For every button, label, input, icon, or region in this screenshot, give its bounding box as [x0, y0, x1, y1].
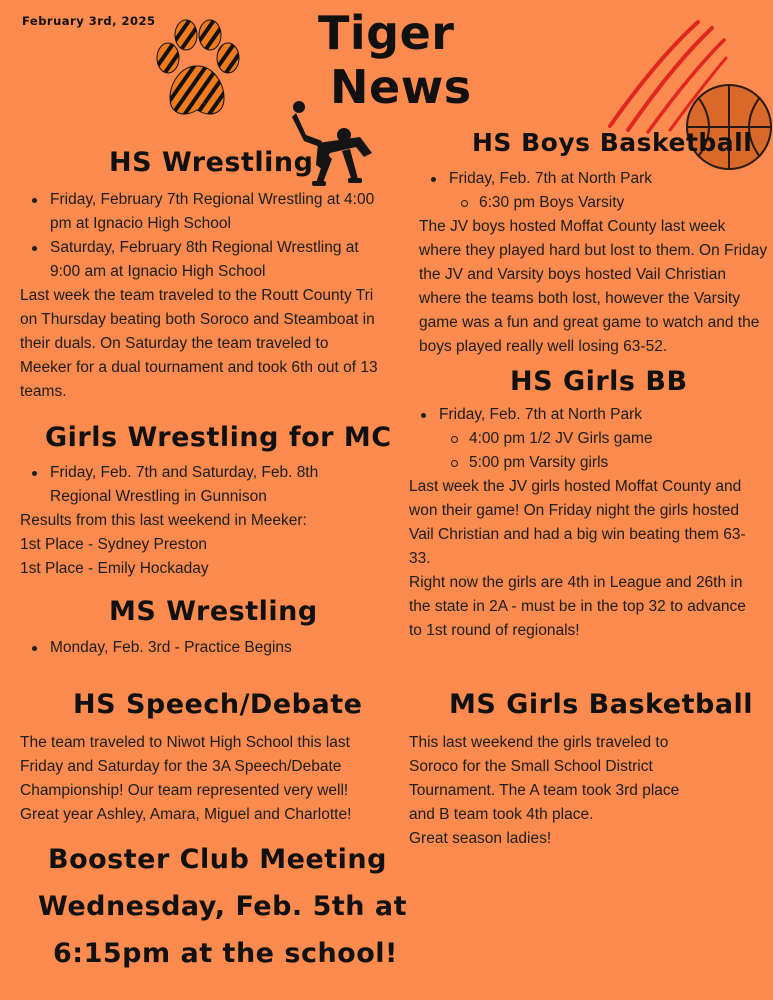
- boys-basketball-section: [419, 167, 769, 359]
- list-item: Monday, Feb. 3rd - Practice Begins: [20, 636, 380, 660]
- ms-girls-line: This last weekend the girls traveled to: [409, 734, 669, 751]
- masthead-title-line1: Tiger: [318, 6, 455, 60]
- speech-debate-body: The team traveled to Niwot High School this last Friday and Saturday for the 3A Speech/Debate Championship! Our team represented very well! Great year Ashley, Amara, Miguel and Charlotte!: [20, 734, 352, 823]
- speech-debate-heading: HS Speech/Debate: [73, 689, 363, 720]
- results-intro: Results from this last weekend in Meeker:: [20, 512, 307, 529]
- hs-wrestling-section: [20, 188, 380, 404]
- list-item: Friday, Feb. 7th at North Park: [419, 167, 769, 191]
- girls-bb-body-2: Right now the girls are 4th in League and 26th in the state in 2A - must be in the top 32 to advance to 1st round of regionals!: [409, 574, 746, 639]
- list-item: 6:30 pm Boys Varsity: [419, 191, 769, 215]
- ms-wrestling-heading: MS Wrestling: [109, 596, 318, 627]
- list-item: Friday, Feb. 7th and Saturday, Feb. 8th Regional Wrestling in Gunnison: [20, 461, 380, 509]
- ms-girls-line: and B team took 4th place.: [409, 806, 594, 823]
- hs-wrestling-body: Last week the team traveled to the Routt County Tri on Thursday beating both Soroco and Steamboat in their duals. On Saturday the team traveled to Meeker for a dual tournament and took 6th out of 13 teams.: [20, 287, 378, 400]
- tiger-paw-icon: [152, 18, 242, 123]
- list-item: Friday, February 7th Regional Wrestling at 4:00 pm at Ignacio High School: [20, 188, 380, 236]
- basketball-icon: [684, 82, 773, 172]
- girls-wrestling-section: [20, 461, 380, 581]
- ms-girls-line: Soroco for the Small School District: [409, 758, 653, 775]
- date-label: February 3rd, 2025: [22, 14, 156, 28]
- list-item: 5:00 pm Varsity girls: [409, 451, 747, 475]
- result-line: 1st Place - Emily Hockaday: [20, 560, 209, 577]
- list-item: Friday, Feb. 7th at North Park: [409, 403, 747, 427]
- list-item: 4:00 pm 1/2 JV Girls game: [409, 427, 747, 451]
- ms-girls-line: Tournament. The A team took 3rd place: [409, 782, 680, 799]
- ms-wrestling-section: [20, 636, 380, 660]
- booster-line-1: Booster Club Meeting: [48, 844, 387, 875]
- ms-girls-line: Great season ladies!: [409, 830, 552, 847]
- boys-basketball-heading: HS Boys Basketball: [472, 128, 753, 157]
- girls-bb-section: [409, 403, 747, 643]
- result-line: 1st Place - Sydney Preston: [20, 536, 207, 553]
- girls-bb-heading: HS Girls BB: [510, 366, 688, 397]
- boys-basketball-body: The JV boys hosted Moffat County last week where they played hard but lost to them. On Friday the JV and Varsity boys hosted Vail Christian where the teams both lost, however the Varsity game was a fun and great game to watch and the boys played really well losing 63-52.: [419, 218, 768, 355]
- booster-line-3: 6:15pm at the school!: [53, 938, 398, 969]
- booster-line-2: Wednesday, Feb. 5th at: [38, 891, 408, 922]
- hs-wrestling-heading: HS Wrestling: [109, 147, 314, 178]
- masthead-title-line2: News: [330, 60, 472, 114]
- ms-girls-basketball-heading: MS Girls Basketball: [449, 689, 754, 720]
- ms-girls-basketball-section: [409, 731, 739, 851]
- girls-wrestling-heading: Girls Wrestling for MC: [45, 422, 392, 453]
- girls-bb-body-1: Last week the JV girls hosted Moffat County and won their game! On Friday night the girls hosted Vail Christian and had a big win beating them 63-33.: [409, 478, 746, 567]
- list-item: Saturday, February 8th Regional Wrestling at 9:00 am at Ignacio High School: [20, 236, 380, 284]
